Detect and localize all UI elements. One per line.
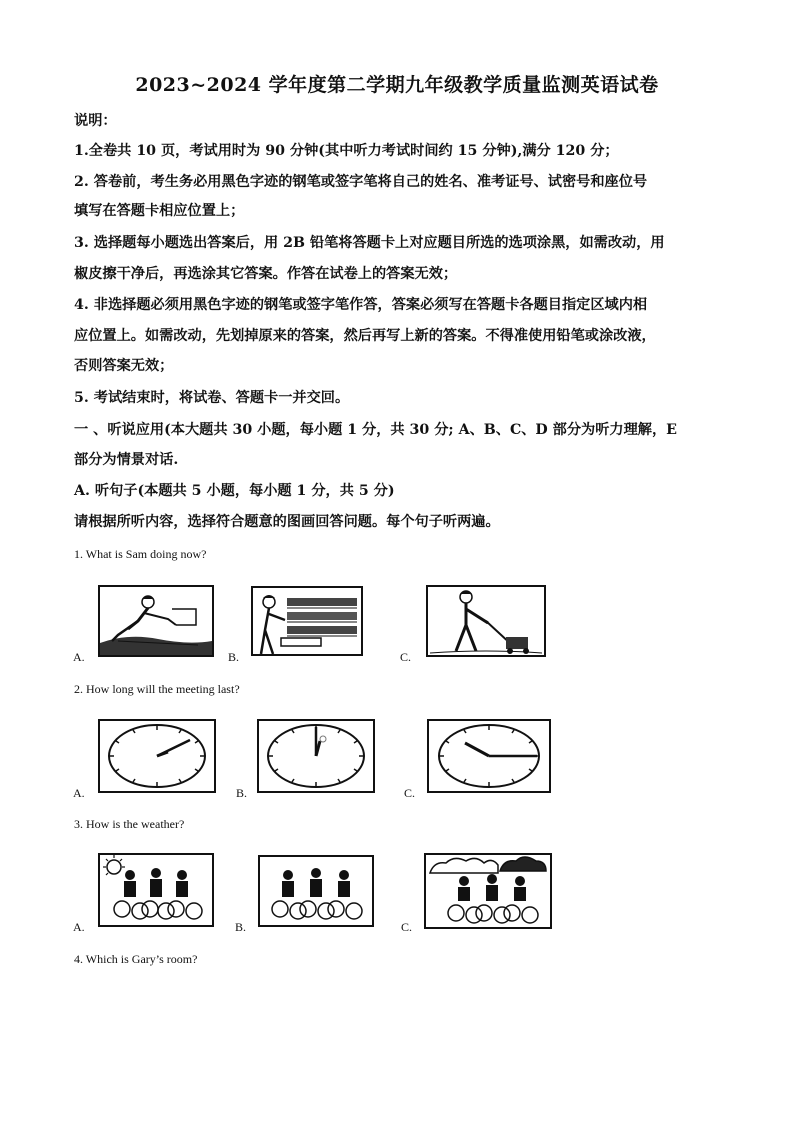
page-title: 2023~2024 学年度第二学期九年级教学质量监测英语试卷 [135, 74, 659, 96]
q3-picture-c [424, 853, 552, 929]
q1-picture-a [98, 585, 214, 657]
q1-picture-b [251, 586, 363, 656]
q1-option-a: A. [73, 650, 85, 664]
instruction-line-6: 4. 非选择题必须用黑色字迹的钢笔或签字笔作答，答案必须写在答题卡各题目指定区域内相 [74, 297, 648, 313]
section-heading-line-1: 一 、听说应用(本大题共 30 小题，每小题 1 分，共 30 分; A、B、C、D 部分为听力理解，E [74, 422, 677, 438]
q1-option-c: C. [400, 650, 412, 664]
q2-option-c: C. [404, 786, 416, 800]
question-4-text: 4. Which is Gary’s room? [74, 952, 198, 966]
q2-clock-b [257, 719, 375, 793]
q3-option-a: A. [73, 920, 85, 934]
instruction-line-1: 1.全卷共 10 页，考试用时为 90 分钟(其中听力考试时间约 15 分钟),满分 120 分； [74, 143, 619, 159]
question-1-text: 1. What is Sam doing now? [74, 547, 207, 561]
instructions-label: 说明： [74, 113, 117, 129]
q2-option-b: B. [236, 786, 248, 800]
instruction-line-4: 3. 选择题每小题选出答案后，用 2B 铅笔将答题卡上对应题目所选的选项涂黑，如需改动，用 [74, 235, 665, 251]
part-a-directions: 请根据所听内容，选择符合题意的图画回答问题。每个句子听两遍。 [74, 514, 500, 530]
q1-option-b: B. [228, 650, 240, 664]
instruction-line-2: 2. 答卷前，考生务必用黑色字迹的钢笔或签字笔将自己的姓名、准考证号、试密号和座位号 [74, 174, 648, 190]
q2-clock-a [98, 719, 216, 793]
q1-picture-c [426, 585, 546, 657]
q2-option-a: A. [73, 786, 85, 800]
instruction-line-9: 5. 考试结束时，将试卷、答题卡一并交回。 [74, 390, 350, 406]
section-heading-line-2: 部分为情景对话. [74, 452, 179, 468]
instruction-line-8: 否则答案无效； [74, 358, 174, 374]
instruction-line-3: 填写在答题卡相应位置上； [74, 203, 245, 219]
q3-option-b: B. [235, 920, 247, 934]
question-3-text: 3. How is the weather? [74, 817, 185, 831]
q3-picture-b [258, 855, 374, 927]
q3-option-c: C. [401, 920, 413, 934]
q2-clock-c [427, 719, 551, 793]
question-2-text: 2. How long will the meeting last? [74, 682, 240, 696]
q3-picture-a [98, 853, 214, 927]
instruction-line-7: 应位置上。如需改动，先划掉原来的答案，然后再写上新的答案。不得准使用铅笔或涂改液， [74, 328, 656, 344]
part-a-heading: A. 听句子(本题共 5 小题，每小题 1 分，共 5 分) [74, 483, 395, 499]
instruction-line-5: 椒皮擦干净后，再选涂其它答案。作答在试卷上的答案无效； [74, 266, 458, 282]
